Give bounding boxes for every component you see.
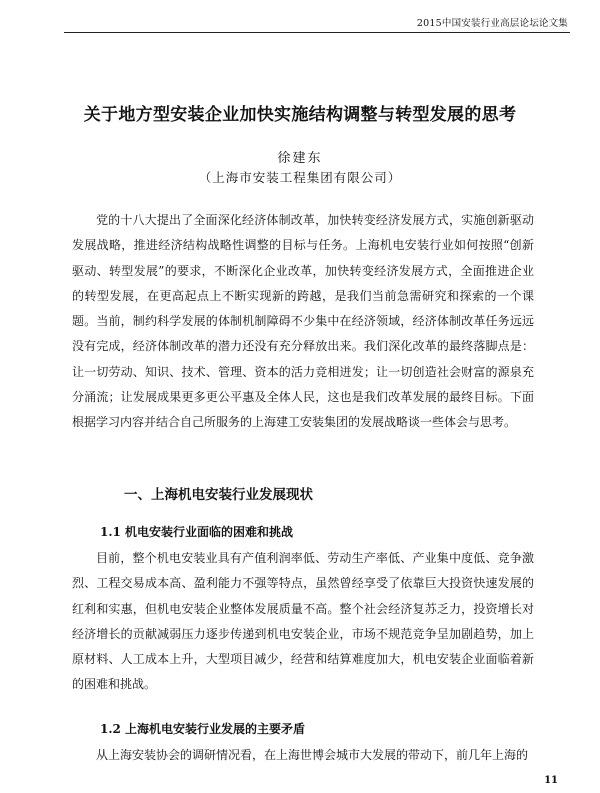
subsection-heading-1-2: 1.2 上海机电安装行业发展的主要矛盾 (100, 722, 306, 736)
running-header: 2015中国安装行业高层论坛论文集 (416, 18, 568, 29)
author-name: 徐建东 (277, 151, 323, 166)
article-title: 关于地方型安装企业加快实施结构调整与转型发展的思考 (83, 105, 517, 125)
header-rule (64, 32, 570, 33)
subsection-1-2-paragraph: 从上海安装协会的调研情况看，在上海世博会城市大发展的带动下，前几年上海的 (96, 748, 529, 762)
intro-paragraph: 党的十八大提出了全面深化经济体制改革，加快转变经济发展方式，实施创新驱动发展战略，推进经济结构战略性调整的目标与任务。上海机电安装行业如何按照“创新驱动、转型发展”的要求，不断深化企业改革，加快转变经济发展方式，全面推进企业的转型发展，在更高起点上不断实现新的跨越，是我们当前急需研究和探索的一个课题。当前，制约科学发展的体制机制障碍不少集中在经济领域，经济体制改革任务远远没有完成，经济体制改革的潜力还没有充分释放出来。我们深化改革的最终落脚点是：让一切劳动、知识、技术、管理、资本的活力竞相迸发；让一切创造社会财富的源泉充分涌流；让发展成果更多更公平惠及全体人民，这也是我们改革发展的最终目标。下面根据学习内容并结合自己所服务的上海建工安装集团的发展战略谈一些体会与思考。 (72, 213, 534, 430)
section-heading: 一、上海机电安装行业发展现状 (124, 487, 313, 503)
page-number: 11 (544, 775, 558, 786)
subsection-heading-1-1: 1.1 机电安装行业面临的困难和挑战 (100, 525, 294, 539)
author-affiliation: （上海市安装工程集团有限公司） (198, 170, 402, 185)
subsection-1-1-paragraph: 目前，整个机电安装业具有产值利润率低、劳动生产率低、产业集中度低、竞争激烈、工程交易成本高、盈利能力不强等特点，虽然曾经享受了依靠巨大投资快速发展的红利和实惠，但机电安装企业整体发展质量不高。整个社会经济复苏乏力，投资增长对经济增长的贡献减弱压力逐步传递到机电安装企业，市场不规范竞争呈加剧趋势，加上原材料、人工成本上升，大型项目减少，经营和结算难度加大，机电安装企业面临着新的困难和挑战。 (72, 551, 534, 692)
